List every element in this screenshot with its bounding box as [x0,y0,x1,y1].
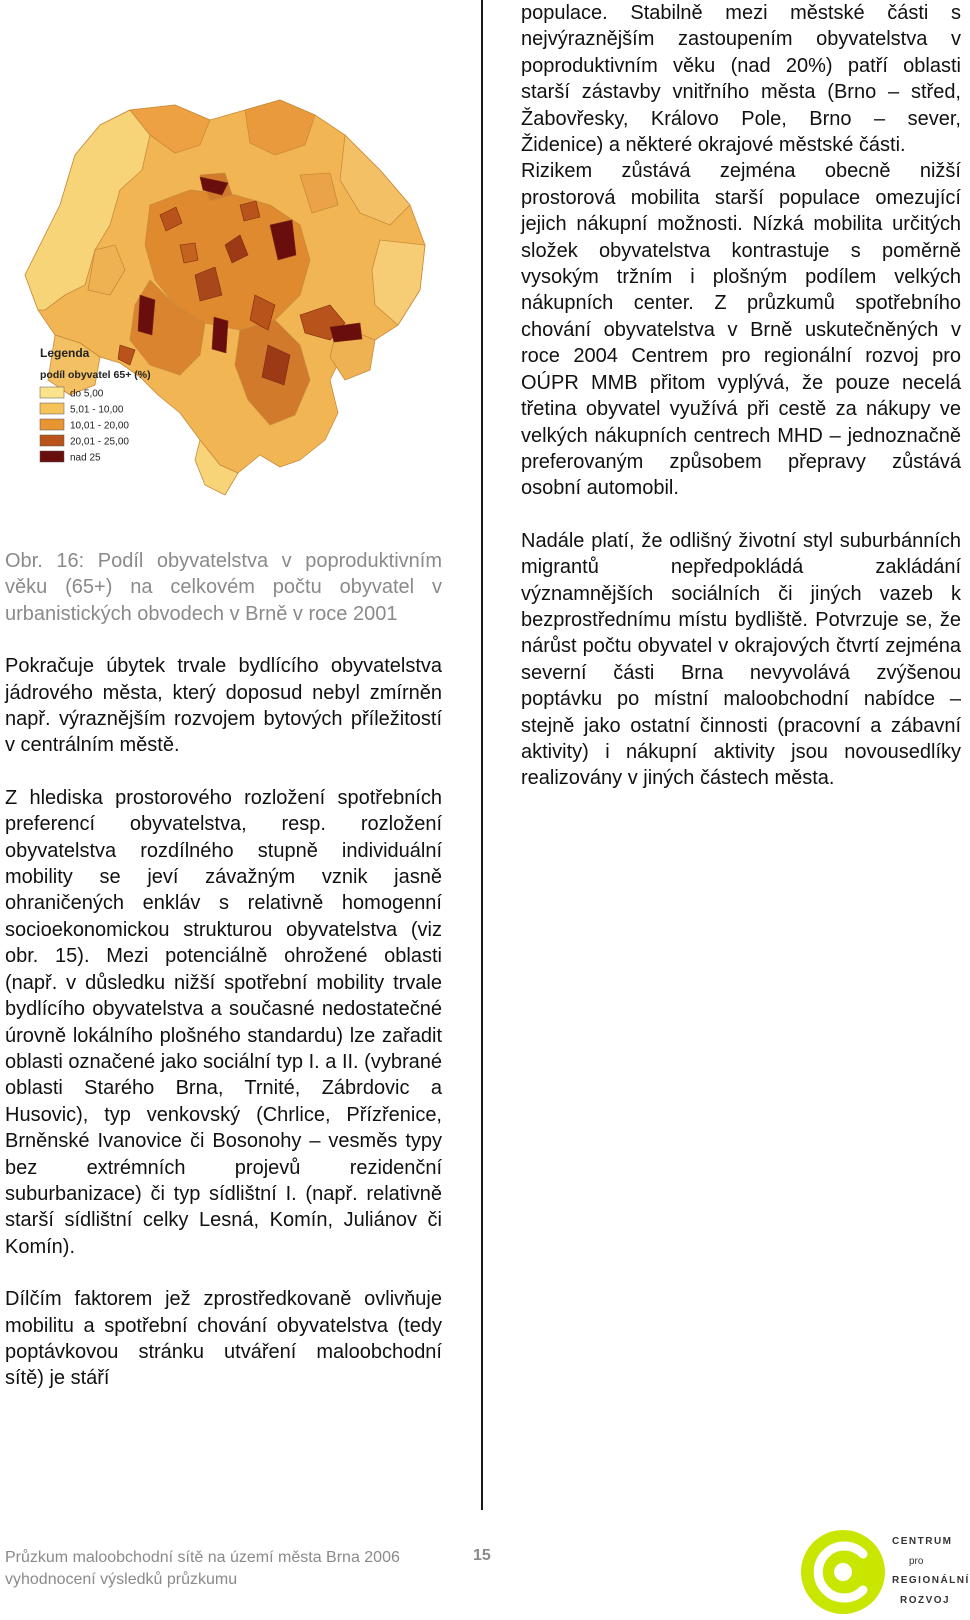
logo-text-line: ROZVOJ [900,1595,951,1606]
legend-title: Legenda [40,346,90,360]
legend-label: nad 25 [70,452,101,464]
page-number: 15 [473,1547,491,1564]
logo-text-line: pro [909,1556,924,1567]
brno-age-map [0,95,445,510]
paragraph: populace. Stabilně mezi městské části s nejvýraznějším zastoupením obyvatelstva v poproduktivním věku (nad 20%) patří oblasti starší zástavby vnitřního města (Brno – střed, Žabovřesky, Královo Pole, Brno – sever, Židenice) a některé okrajové městské části. [521,2,961,157]
crr-logo [797,1524,970,1620]
paragraph: Nadále platí, že odlišný životní styl suburbánních migrantů nepředpokládá zakládání významnějších sociálních či jiných vazeb k bezprostřednímu místu bydliště. Potvrzuje se, že nárůst počtu obyvatel v okrajových čtvrtí zejména severní části Brna nevyvolává zvýšenou poptávku po místní maloobchodní nabídce – stejně jako ostatní činnosti (pracovní a zábavní aktivity) i nákupní aktivity jsou novousedlíky realizovány v jiných částech města. [521,529,961,790]
logo-circle-icon [797,1524,887,1620]
legend-label: do 5,00 [70,388,104,400]
right-column [521,0,961,792]
legend-swatch [40,451,64,462]
paragraph: Pokračuje úbytek trvale bydlícího obyvatelstva jádrového města, který doposud nebyl zmírněn např. výraznějším rozvojem bytových příležitostí v centrálním městě. [5,655,442,757]
legend-swatch [40,419,64,430]
logo-text-line: REGIONÁLNÍ [892,1575,970,1586]
logo-text-line: CENTRUM [892,1536,953,1547]
column-divider [481,0,483,1510]
figure-caption: Obr. 16: Podíl obyvatelstva v poproduktivním věku (65+) na celkovém počtu obyvatel v urbanistických obvodech v Brně v roce 2001 [5,550,442,625]
paragraph: Rizikem zůstává zejména obecně nižší prostorová mobilita starší populace omezující jejich nákupní možnosti. Nízká mobilita určitých složek obyvatelstva kontrastuje s poměrně vysokým tržním i plošným podílem velkých nákupních center. Z průzkumů spotřebního chování obyvatelstva v Brně uskutečněných v roce 2004 Centrem pro regionální rozvoj pro OÚPR MMB přitom vyplývá, že pouze necelá třetina obyvatel využívá při cestě za nákupy ve velkých nákupních centrech MHD – jednoznačně preferovaným způsobem přepravy zůstává osobní automobil. [521,160,961,500]
legend-subtitle: podíl obyvatel 65+ (%) [40,369,151,381]
paragraph: Z hlediska prostorového rozložení spotřebních preferencí obyvatelstva, resp. rozložení obyvatelstva rozdílného stupně individuální mobility se jeví závažným vznik jasně ohraničených enkláv s relativně homogenní socioekonomickou strukturou obyvatelstva (viz obr. 15). Mezi potenciálně ohrožené oblasti (např. v důsledku nižší spotřební mobility trvale bydlícího obyvatelstva a současné nedostatečné úrovně lokálního plošného standardu) lze zařadit oblasti označené jako sociální typ I. a II. (vybrané oblasti Starého Brna, Trnité, Zábrdovic a Husovic), typ venkovský (Chrlice, Přízřenice, Brněnské Ivanovice či Bosonohy – vesměs typy bez extrémních projevů rezidenční suburbanizace) či typ sídlištní I. (např. relativně starší sídlištní celky Lesná, Komín, Juliánov či Komín). [5,786,442,1258]
legend-swatch [40,403,64,414]
legend-swatch [40,387,64,398]
legend-label: 10,01 - 20,00 [70,420,129,432]
footer-title: Průzkum maloobchodní sítě na území města Brna 2006 [5,1549,400,1566]
legend-label: 20,01 - 25,00 [70,436,129,448]
footer [5,1547,400,1591]
left-column [5,548,442,1392]
legend-swatch [40,435,64,446]
paragraph: Dílčím faktorem jež zprostředkovaně ovlivňuje mobilitu a spotřební chování obyvatelstva (tedy poptávkovou stránku utváření maloobchodní sítě) je stáří [5,1288,442,1390]
legend-label: 5,01 - 10,00 [70,404,124,416]
footer-subtitle: vyhodnocení výsledků průzkumu [5,1571,238,1588]
